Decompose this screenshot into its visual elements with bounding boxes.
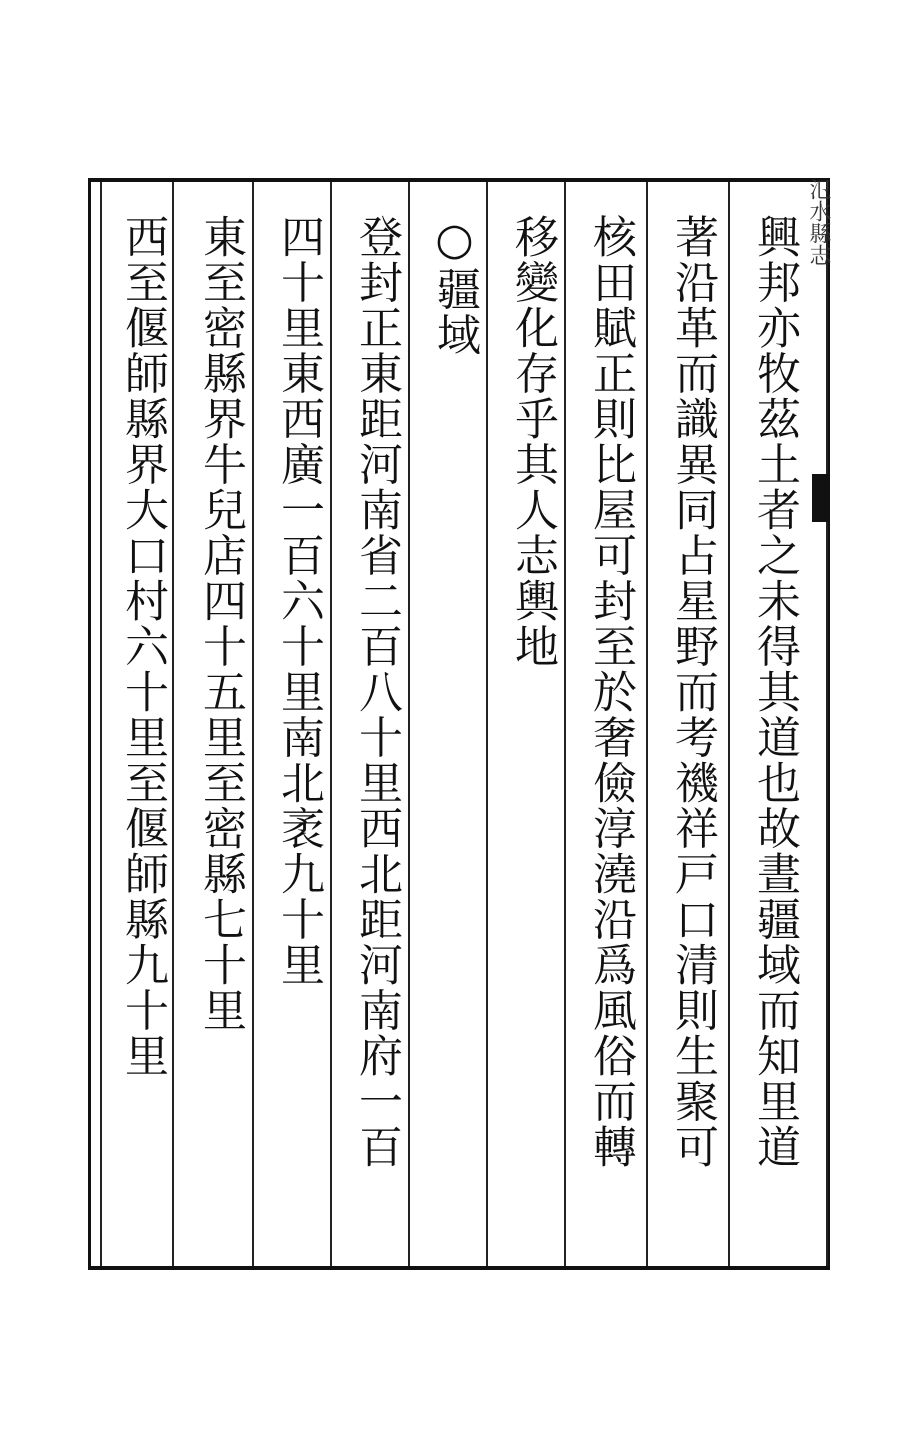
text-column-2: 著沿革而識異同占星野而考禨祥戸口清則生聚可 <box>667 214 718 1170</box>
text-column-1: 興邦亦牧茲土者之未得其道也故晝疆域而知里道 <box>749 214 800 1170</box>
text-column-7: 四十里東西廣一百六十里南北袤九十里 <box>273 214 324 988</box>
column-rule-6 <box>330 182 332 1266</box>
text-column-3: 核田賦正則比屋可封至於奢儉淳澆沿爲風俗而轉 <box>585 214 636 1170</box>
text-column-8: 東至密縣界牛兒店四十五里至密縣七十里 <box>195 214 246 1033</box>
column-rule-3 <box>564 182 566 1266</box>
column-rule-7 <box>252 182 254 1266</box>
text-column-9: 西至偃師縣界大口村六十里至偃師縣九十里 <box>117 214 168 1079</box>
column-rule-9 <box>100 182 102 1266</box>
text-column-4: 移變化存乎其人志輿地 <box>507 214 558 669</box>
column-rule-2 <box>646 182 648 1266</box>
column-rule-5 <box>408 182 410 1266</box>
text-column-6: 登封正東距河南省二百八十里西北距河南府一百 <box>351 214 402 1170</box>
margin-title: 氾水縣志 <box>806 178 831 266</box>
column-rule-4 <box>486 182 488 1266</box>
column-rule-1 <box>728 182 730 1266</box>
section-heading-column: ○疆域 <box>429 214 480 358</box>
margin-black-block <box>812 474 830 522</box>
